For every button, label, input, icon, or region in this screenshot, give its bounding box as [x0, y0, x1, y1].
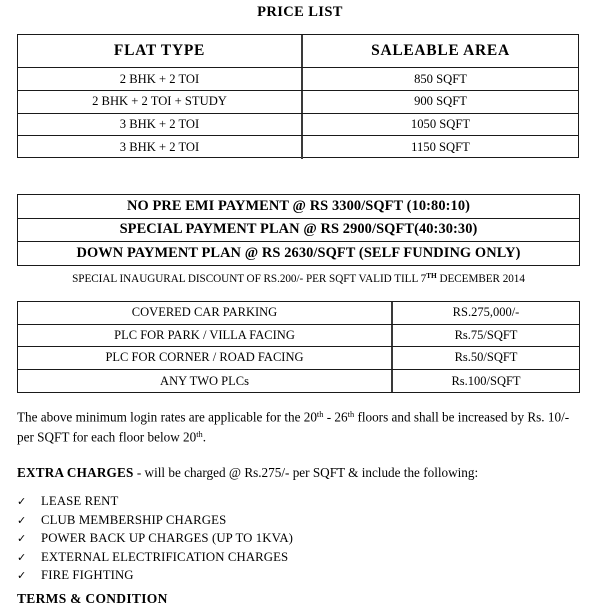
cell-charge-name: ANY TWO PLCs — [18, 370, 393, 393]
cell-flat-type: 3 BHK + 2 TOI — [18, 114, 303, 136]
check-icon: ✓ — [17, 570, 27, 582]
floor-note-part2: - 26 — [323, 409, 348, 425]
payment-plan-down-payment: DOWN PAYMENT PLAN @ RS 2630/SQFT (SELF FUNDING ONLY) — [76, 245, 521, 262]
payment-plans-box — [17, 194, 580, 266]
table-row — [18, 136, 578, 159]
list-item-label: CLUB MEMBERSHIP CHARGES — [41, 512, 227, 527]
list-item — [17, 513, 437, 532]
extra-charges-label: EXTRA CHARGES — [17, 465, 134, 480]
list-item-label: LEASE RENT — [41, 494, 119, 508]
floor-note-part1: The above minimum login rates are applicable for the 20 — [17, 409, 317, 425]
list-item-label: EXTERNAL ELECTRIFICATION CHARGES — [41, 549, 289, 564]
discount-note-ordinal-suffix: TH — [426, 271, 437, 280]
extra-charges-description: - will be charged @ Rs.275/- per SQFT & include the following: — [133, 465, 479, 480]
column-header-saleable-area: SALEABLE AREA — [371, 42, 510, 60]
payment-plan-no-pre-emi: NO PRE EMI PAYMENT @ RS 3300/SQFT (10:80:10) — [126, 197, 471, 214]
cell-flat-type: 3 BHK + 2 TOI — [18, 136, 303, 159]
cell-saleable-area: 1050 SQFT — [410, 117, 471, 132]
payment-plan-row — [18, 219, 579, 243]
payment-plan-row — [18, 242, 579, 266]
cell-charge-value: RS.275,000/- — [452, 305, 520, 320]
table-row — [18, 325, 579, 348]
list-item — [17, 568, 437, 587]
floor-note-sup3: th — [196, 430, 203, 439]
cell-flat-type: 2 BHK + 2 TOI + STUDY — [18, 91, 303, 113]
list-item — [17, 531, 437, 550]
charges-table — [17, 301, 580, 393]
terms-and-conditions-heading: TERMS & CONDITION — [17, 591, 168, 604]
payment-plan-special: SPECIAL PAYMENT PLAN @ RS 2900/SQFT(40:30:30) — [119, 221, 478, 238]
cell-charge-name: PLC FOR PARK / VILLA FACING — [18, 325, 393, 347]
floor-note-part4: . — [202, 429, 207, 445]
table-row — [18, 347, 579, 370]
list-item — [17, 550, 437, 569]
extra-charges-heading — [17, 464, 577, 482]
extras-checklist — [17, 494, 437, 587]
cell-flat-type: 2 BHK + 2 TOI — [18, 68, 303, 90]
inaugural-discount-note — [17, 271, 580, 285]
cell-saleable-area: 850 SQFT — [414, 71, 467, 86]
cell-saleable-area: 1150 SQFT — [411, 140, 470, 155]
table-row — [18, 114, 578, 137]
table-row — [18, 91, 578, 114]
page-title: PRICE LIST — [257, 4, 343, 20]
payment-plan-row — [18, 195, 579, 219]
cell-charge-name: COVERED CAR PARKING — [18, 302, 393, 324]
table-row — [18, 68, 578, 91]
discount-note-date: DECEMBER 2014 — [436, 273, 525, 285]
check-icon: ✓ — [17, 533, 27, 545]
check-icon: ✓ — [17, 551, 27, 564]
list-item — [17, 494, 437, 513]
cell-saleable-area: 900 SQFT — [414, 94, 467, 109]
discount-note-text: SPECIAL INAUGURAL DISCOUNT OF RS.200/- PER SQFT VALID TILL 7 — [72, 273, 427, 285]
list-item-label: POWER BACK UP CHARGES (UP TO 1KVA) — [41, 531, 294, 545]
table-row — [18, 302, 579, 325]
table-header-row — [18, 35, 578, 68]
floor-note-sup1: th — [316, 410, 324, 419]
floor-note-part3: floors and shall be increased by Rs. 10/- per SQFT for each floor below 20 — [17, 409, 570, 445]
list-item-label: FIRE FIGHTING — [41, 568, 134, 582]
column-header-flat-type: FLAT TYPE — [18, 35, 303, 67]
table-row — [18, 370, 579, 393]
cell-charge-value: Rs.75/SQFT — [454, 327, 518, 342]
cell-charge-value: Rs.50/SQFT — [454, 350, 518, 365]
cell-charge-value: Rs.100/SQFT — [451, 373, 521, 388]
check-icon: ✓ — [17, 514, 27, 527]
floor-note-sup2: th — [347, 410, 355, 419]
floor-rate-note — [17, 406, 577, 446]
cell-charge-name: PLC FOR CORNER / ROAD FACING — [18, 347, 393, 369]
check-icon: ✓ — [17, 496, 27, 508]
flat-type-table — [17, 34, 579, 158]
